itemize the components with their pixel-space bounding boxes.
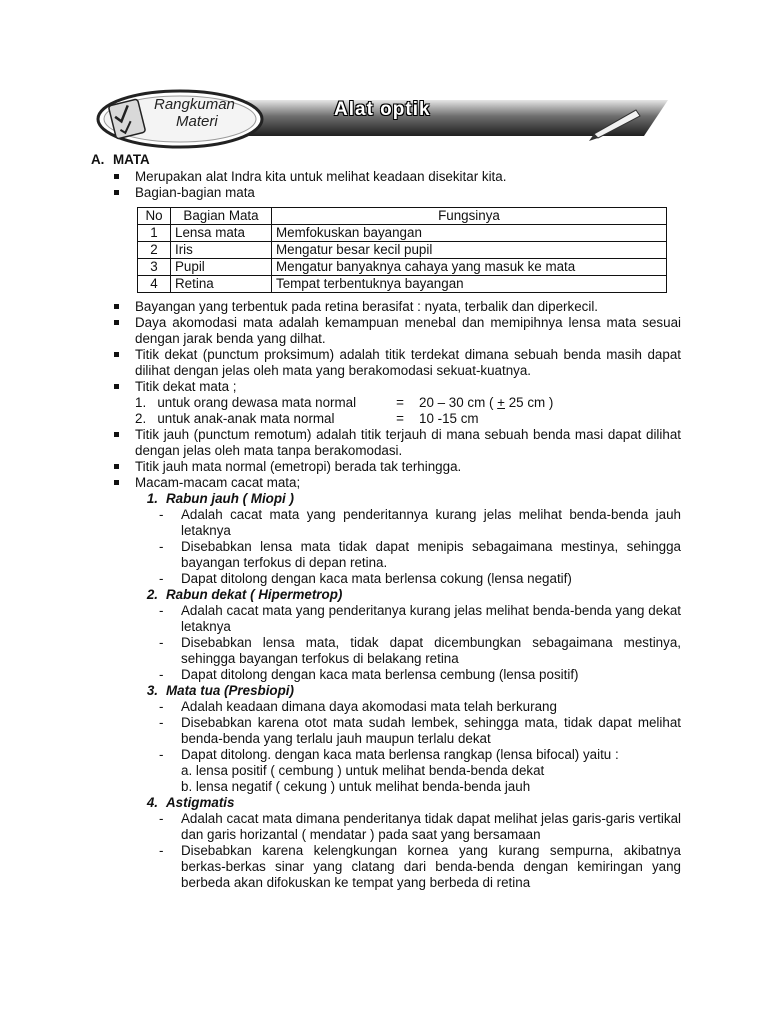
defect-name: Mata tua (Presbiopi) bbox=[166, 683, 294, 698]
list-item: - Disebabkan karena kelengkungan kornea yang kurang sempurna, akibatnya berkas-berkas sinar yang clatang dari benda-benda dengan kemiringan yang berbeda akan difokuskan ke tempat yang berbeda di retina bbox=[135, 843, 681, 891]
cell-function: Mengatur banyaknya cahaya yang masuk ke mata bbox=[272, 259, 667, 276]
defect-number: 2. bbox=[146, 587, 158, 602]
defect-title bbox=[135, 795, 681, 811]
list-item: Merupakan alat Indra kita untuk melihat keadaan disekitar kita. bbox=[91, 169, 681, 185]
cell-part: Lensa mata bbox=[171, 225, 272, 242]
near-point-child bbox=[135, 411, 681, 427]
cell-part: Pupil bbox=[171, 259, 272, 276]
defect-presbiopi bbox=[135, 683, 681, 795]
defect-items bbox=[135, 699, 681, 795]
defect-name: Rabun dekat ( Hipermetrop) bbox=[166, 587, 343, 602]
cell-part: Iris bbox=[171, 242, 272, 259]
defect-title bbox=[135, 491, 681, 507]
list-item: Titik dekat (punctum proksimum) adalah titik terdekat dimana sebuah benda masih dapat dilihat dengan jelas oleh mata yang berakomodasi sekuat-kuatnya. bbox=[91, 347, 681, 379]
table-row bbox=[138, 225, 667, 242]
table-row bbox=[138, 242, 667, 259]
cell-function: Tempat terbentuknya bayangan bbox=[272, 276, 667, 293]
plus-minus-sign: + bbox=[497, 395, 505, 410]
points-list bbox=[91, 299, 681, 491]
defect-hipermetrop bbox=[135, 587, 681, 683]
cell-part: Retina bbox=[171, 276, 272, 293]
defect-items bbox=[135, 507, 681, 587]
cell-no: 1 bbox=[138, 225, 171, 242]
list-item: Bagian-bagian mata bbox=[91, 185, 681, 201]
defect-name: Rabun jauh ( Miopi ) bbox=[166, 491, 294, 506]
cell-no: 4 bbox=[138, 276, 171, 293]
list-item: - Disebabkan lensa mata tidak dapat menipis sebagaimana mestinya, sehingga bayangan terfokus di depan retina. bbox=[135, 539, 681, 571]
defect-items bbox=[135, 811, 681, 891]
section-title: MATA bbox=[113, 152, 150, 167]
defect-number: 4. bbox=[146, 795, 158, 810]
equals-sign: = bbox=[396, 411, 404, 426]
defect-name: Astigmatis bbox=[166, 795, 235, 810]
page-title: Alat optik bbox=[334, 99, 431, 120]
list-item bbox=[91, 379, 681, 427]
defect-title bbox=[135, 587, 681, 603]
list-item: - Disebabkan lensa mata, tidak dapat dicembungkan sebagaimana mestinya, sehingga bayangan terfokus di belakang retina bbox=[135, 635, 681, 667]
badge-label-2: Materi bbox=[176, 113, 218, 130]
eye-parts-table bbox=[137, 207, 667, 293]
defect-miopi bbox=[135, 491, 681, 587]
near-point-adult-label: 1. untuk orang dewasa mata normal bbox=[135, 395, 357, 410]
defect-title bbox=[135, 683, 681, 699]
list-item: Daya akomodasi mata adalah kemampuan menebal dan memipihnya lensa mata sesuai dengan jarak benda yang dilhat. bbox=[91, 315, 681, 347]
list-item: Titik jauh (punctum remotum) adalah titik terjauh di mana sebuah benda masi dapat dilihat dengan jelas oleh mata tanpa berakomodasi. bbox=[91, 427, 681, 459]
near-point-child-value: 10 -15 cm bbox=[419, 411, 479, 426]
list-item bbox=[135, 747, 681, 795]
list-item: - Dapat ditolong dengan kaca mata berlensa cembung (lensa positif) bbox=[135, 667, 681, 683]
list-item: - Adalah cacat mata dimana penderitanya tidak dapat melihat jelas garis-garis vertikal dan garis horizantal ( mendatar ) pada saat yang bersamaan bbox=[135, 811, 681, 843]
defect-number: 1. bbox=[146, 491, 158, 506]
section-heading bbox=[91, 152, 681, 168]
table-row bbox=[138, 276, 667, 293]
near-point-adult bbox=[135, 395, 681, 411]
list-item: Bayangan yang terbentuk pada retina berasifat : nyata, terbalik dan diperkecil. bbox=[91, 299, 681, 315]
table-row bbox=[138, 259, 667, 276]
col-header-no: No bbox=[138, 208, 171, 225]
list-item: - Adalah cacat mata yang penderitannya kurang jelas melihat benda-benda jauh letaknya bbox=[135, 507, 681, 539]
cell-function: Mengatur besar kecil pupil bbox=[272, 242, 667, 259]
near-point-adult-value bbox=[409, 395, 553, 411]
list-item: - Adalah cacat mata yang penderitanya kurang jelas melihat benda-benda yang dekat letaknya bbox=[135, 603, 681, 635]
defect-number: 3. bbox=[146, 683, 158, 698]
list-item: Titik jauh mata normal (emetropi) berada tak terhingga. bbox=[91, 459, 681, 475]
list-item: - Adalah keadaan dimana daya akomodasi mata telah berkurang bbox=[135, 699, 681, 715]
value-part: 25 cm ) bbox=[504, 395, 554, 410]
defect-items bbox=[135, 603, 681, 683]
equals-sign: = bbox=[396, 395, 404, 410]
header-banner bbox=[96, 88, 670, 150]
cell-no: 2 bbox=[138, 242, 171, 259]
sub-item: b. lensa negatif ( cekung ) untuk melihat benda-benda jauh bbox=[181, 779, 531, 794]
list-item: - Dapat ditolong dengan kaca mata berlensa cokung (lensa negatif) bbox=[135, 571, 681, 587]
list-item: Macam-macam cacat mata; bbox=[91, 475, 681, 491]
near-point-child-label: 2. untuk anak-anak mata normal bbox=[135, 411, 335, 426]
defect-astigmatis bbox=[135, 795, 681, 891]
cell-no: 3 bbox=[138, 259, 171, 276]
value-part: 20 – 30 cm ( bbox=[419, 395, 498, 410]
near-point-heading: Titik dekat mata ; bbox=[135, 379, 237, 394]
document-body bbox=[91, 152, 681, 891]
cell-function: Memfokuskan bayangan bbox=[272, 225, 667, 242]
intro-list bbox=[91, 169, 681, 201]
col-header-part: Bagian Mata bbox=[171, 208, 272, 225]
badge-label-1: Rangkuman bbox=[154, 96, 235, 113]
item-text: Dapat ditolong. dengan kaca mata berlensa rangkap (lensa bifocal) yaitu : bbox=[181, 747, 619, 762]
list-item: - Disebabkan karena otot mata sudah lembek, sehingga mata, tidak dapat melihat benda-benda yang terlalu jauh maupun terlalu dekat bbox=[135, 715, 681, 747]
col-header-function: Fungsinya bbox=[272, 208, 667, 225]
sub-item: a. lensa positif ( cembung ) untuk melihat benda-benda dekat bbox=[181, 763, 545, 778]
section-letter: A. bbox=[91, 152, 105, 167]
table-header-row bbox=[138, 208, 667, 225]
